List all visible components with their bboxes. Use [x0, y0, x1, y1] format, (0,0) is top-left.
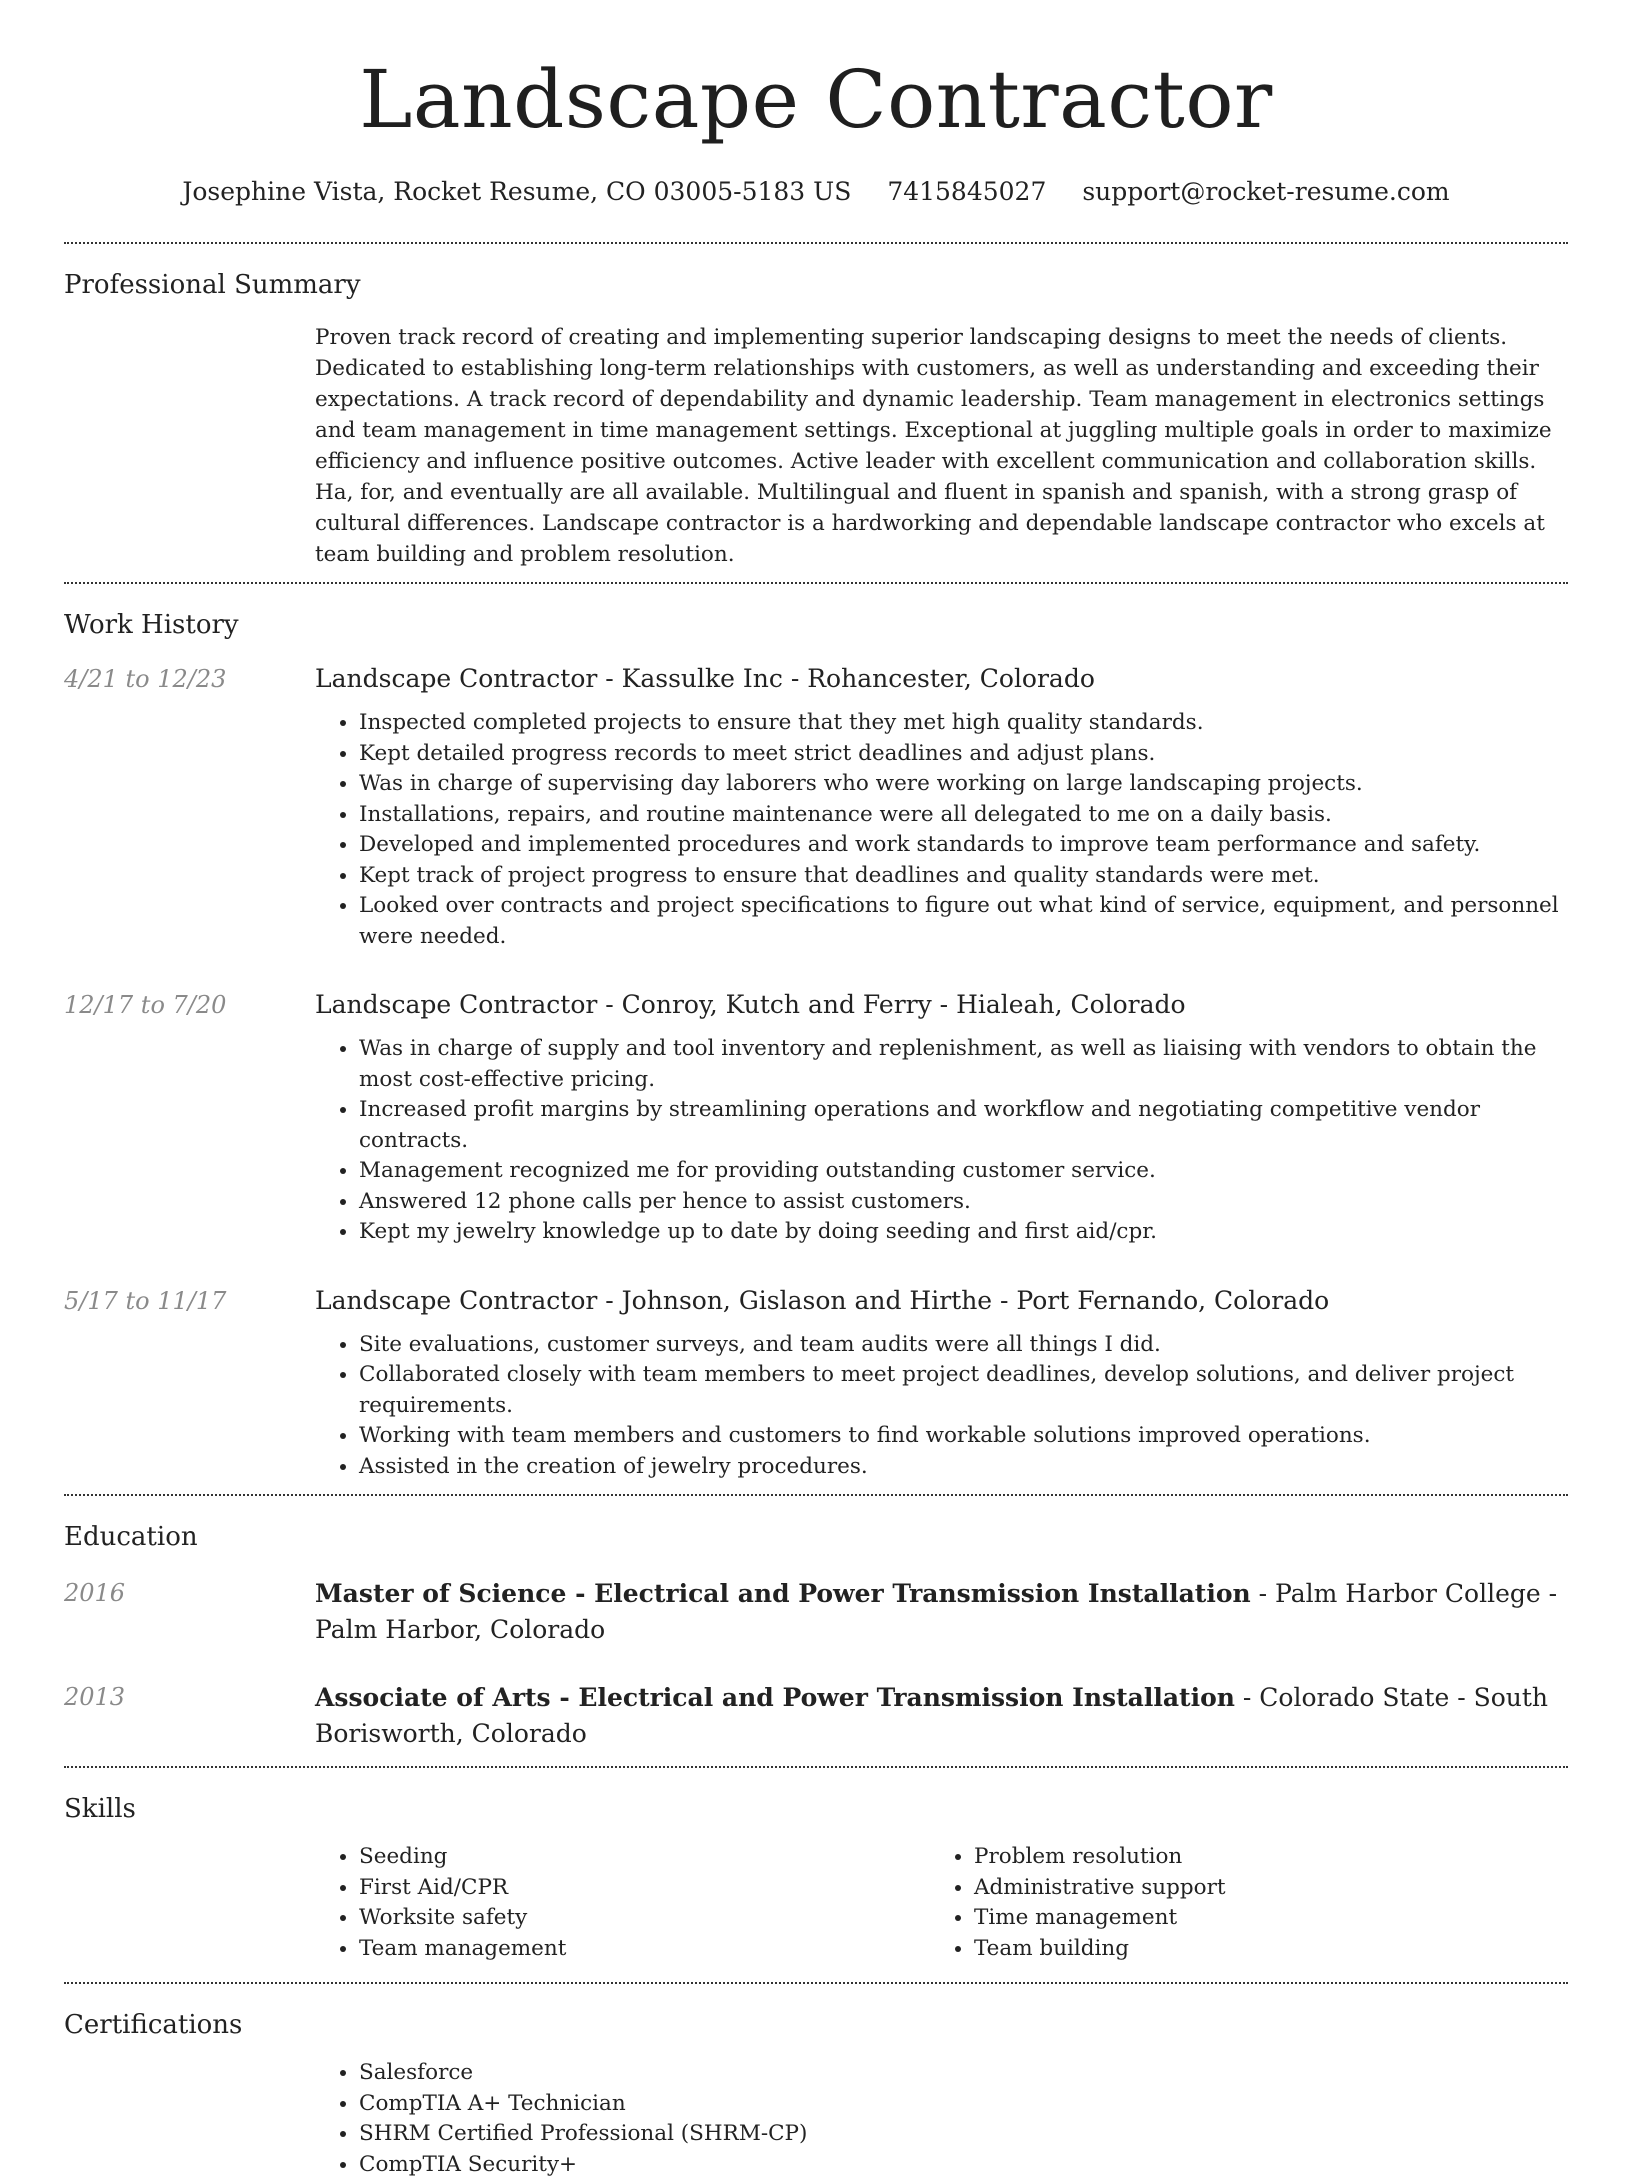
- list-item: • Was in charge of supply and tool inventory and replenishment, as well as liaising with vendors to obtain the most cost-effective pricing.: [359, 1034, 1568, 1095]
- skills-column-2: [930, 1842, 1545, 1964]
- job-title: Landscape Contractor - Conroy, Kutch and Ferry - Hialeah, Colorado: [315, 988, 1568, 1022]
- certifications-row: [64, 2042, 1568, 2180]
- skills-row: [64, 1826, 1568, 1982]
- list-item: • Salesforce: [359, 2058, 1568, 2089]
- education-degree: Master of Science - Electrical and Power Transmission Installation: [315, 1579, 1251, 1608]
- certifications-left-spacer: [64, 2042, 315, 2180]
- list-item: • Collaborated closely with team members to meet project deadlines, develop solutions, and deliver project requirements.: [359, 1360, 1568, 1421]
- list-item: • Working with team members and customers to find workable solutions improved operations.: [359, 1421, 1568, 1452]
- list-item: • Looked over contracts and project specifications to figure out what kind of service, equipment, and personnel were needed.: [359, 891, 1568, 952]
- contact-phone: 7415845027: [887, 177, 1046, 206]
- job-entry: [64, 1284, 1568, 1483]
- job-dates: 12/17 to 7/20: [64, 988, 315, 1248]
- list-item: • SHRM Certified Professional (SHRM-CP): [359, 2119, 1568, 2150]
- work-history-section: [64, 584, 1568, 1482]
- list-item: • Answered 12 phone calls per hence to assist customers.: [359, 1187, 1568, 1218]
- list-item: • Increased profit margins by streamlining operations and workflow and negotiating competitive vendor contracts.: [359, 1095, 1568, 1156]
- education-year: 2016: [64, 1576, 315, 1648]
- list-item: • Assisted in the creation of jewelry procedures.: [359, 1452, 1568, 1483]
- summary-row: [64, 302, 1568, 582]
- job-dates: 5/17 to 11/17: [64, 1284, 315, 1483]
- list-item: • Problem resolution: [974, 1842, 1545, 1873]
- job-title: Landscape Contractor - Johnson, Gislason and Hirthe - Port Fernando, Colorado: [315, 1284, 1568, 1318]
- education-school: - Colorado State - South Borisworth, Colorado: [315, 1683, 1548, 1748]
- skills-grid: [315, 1842, 1568, 1964]
- list-item: • Installations, repairs, and routine maintenance were all delegated to me on a daily basis.: [359, 800, 1568, 831]
- work-history-heading: Work History: [64, 584, 1568, 642]
- education-body: [315, 1576, 1568, 1648]
- list-item: • Seeding: [359, 1842, 930, 1873]
- skills-column-1: [315, 1842, 930, 1964]
- list-item: • Time management: [974, 1903, 1545, 1934]
- education-heading: Education: [64, 1496, 1568, 1554]
- education-degree: Associate of Arts - Electrical and Power Transmission Installation: [315, 1683, 1235, 1712]
- contact-email: support@rocket-resume.com: [1082, 177, 1449, 206]
- contact-line: [64, 176, 1568, 208]
- skills-heading: Skills: [64, 1768, 1568, 1826]
- list-item: • First Aid/CPR: [359, 1873, 930, 1904]
- list-item: • Was in charge of supervising day laborers who were working on large landscaping projects.: [359, 769, 1568, 800]
- job-body: [315, 662, 1568, 952]
- summary-body: [315, 302, 1568, 582]
- education-school: - Palm Harbor College - Palm Harbor, Colorado: [315, 1579, 1557, 1644]
- list-item: • CompTIA A+ Technician: [359, 2089, 1568, 2120]
- education-body: [315, 1680, 1568, 1752]
- certifications-section: [64, 1984, 1568, 2180]
- certifications-list: [315, 2058, 1568, 2180]
- skills-section: [64, 1768, 1568, 1982]
- job-body: [315, 1284, 1568, 1483]
- certifications-heading: Certifications: [64, 1984, 1568, 2042]
- summary-left-spacer: [64, 302, 315, 582]
- job-title: Landscape Contractor - Kassulke Inc - Rohancester, Colorado: [315, 662, 1568, 696]
- list-item: • Kept detailed progress records to meet strict deadlines and adjust plans.: [359, 739, 1568, 770]
- education-section: [64, 1496, 1568, 1752]
- job-bullets: [315, 1330, 1568, 1483]
- contact-address: Josephine Vista, Rocket Resume, CO 03005-5183 US: [182, 177, 851, 206]
- list-item: • Site evaluations, customer surveys, and team audits were all things I did.: [359, 1330, 1568, 1361]
- list-item: • Team management: [359, 1934, 930, 1965]
- job-entry: [64, 662, 1568, 952]
- job-body: [315, 988, 1568, 1248]
- job-bullets: [315, 1034, 1568, 1248]
- list-item: • Developed and implemented procedures and work standards to improve team performance and safety.: [359, 830, 1568, 861]
- education-entry: [64, 1680, 1568, 1752]
- list-item: • Worksite safety: [359, 1903, 930, 1934]
- list-item: • Management recognized me for providing outstanding customer service.: [359, 1156, 1568, 1187]
- list-item: • Inspected completed projects to ensure that they met high quality standards.: [359, 708, 1568, 739]
- list-item: • Team building: [974, 1934, 1545, 1965]
- education-entry: [64, 1576, 1568, 1648]
- education-year: 2013: [64, 1680, 315, 1752]
- resume-header: [64, 0, 1568, 208]
- skills-left-spacer: [64, 1826, 315, 1982]
- list-item: • Kept track of project progress to ensure that deadlines and quality standards were met.: [359, 861, 1568, 892]
- job-entry: [64, 988, 1568, 1248]
- resume-title: Landscape Contractor: [64, 54, 1568, 146]
- list-item: • Administrative support: [974, 1873, 1545, 1904]
- certifications-body: [315, 2042, 1568, 2180]
- summary-text: Proven track record of creating and implementing superior landscaping designs to meet the needs of clients. Dedicated to establishing long-term relationships with customers, as well as understanding and exceeding their expectations. A track record of dependability and dynamic leadership. Team management in electronics settings and team management in time management settings. Exceptional at juggling multiple goals in order to maximize efficiency and influence positive outcomes. Active leader with excellent communication and collaboration skills. Ha, for, and eventually are all available. Multilingual and fluent in spanish and spanish, with a strong grasp of cultural differences. Landscape contractor is a hardworking and dependable landscape contractor who excels at team building and problem resolution.: [315, 322, 1568, 570]
- summary-section: [64, 244, 1568, 582]
- summary-heading: Professional Summary: [64, 244, 1568, 302]
- job-bullets: [315, 708, 1568, 952]
- list-item: • Kept my jewelry knowledge up to date by doing seeding and first aid/cpr.: [359, 1217, 1568, 1248]
- job-dates: 4/21 to 12/23: [64, 662, 315, 952]
- list-item: • CompTIA Security+: [359, 2150, 1568, 2180]
